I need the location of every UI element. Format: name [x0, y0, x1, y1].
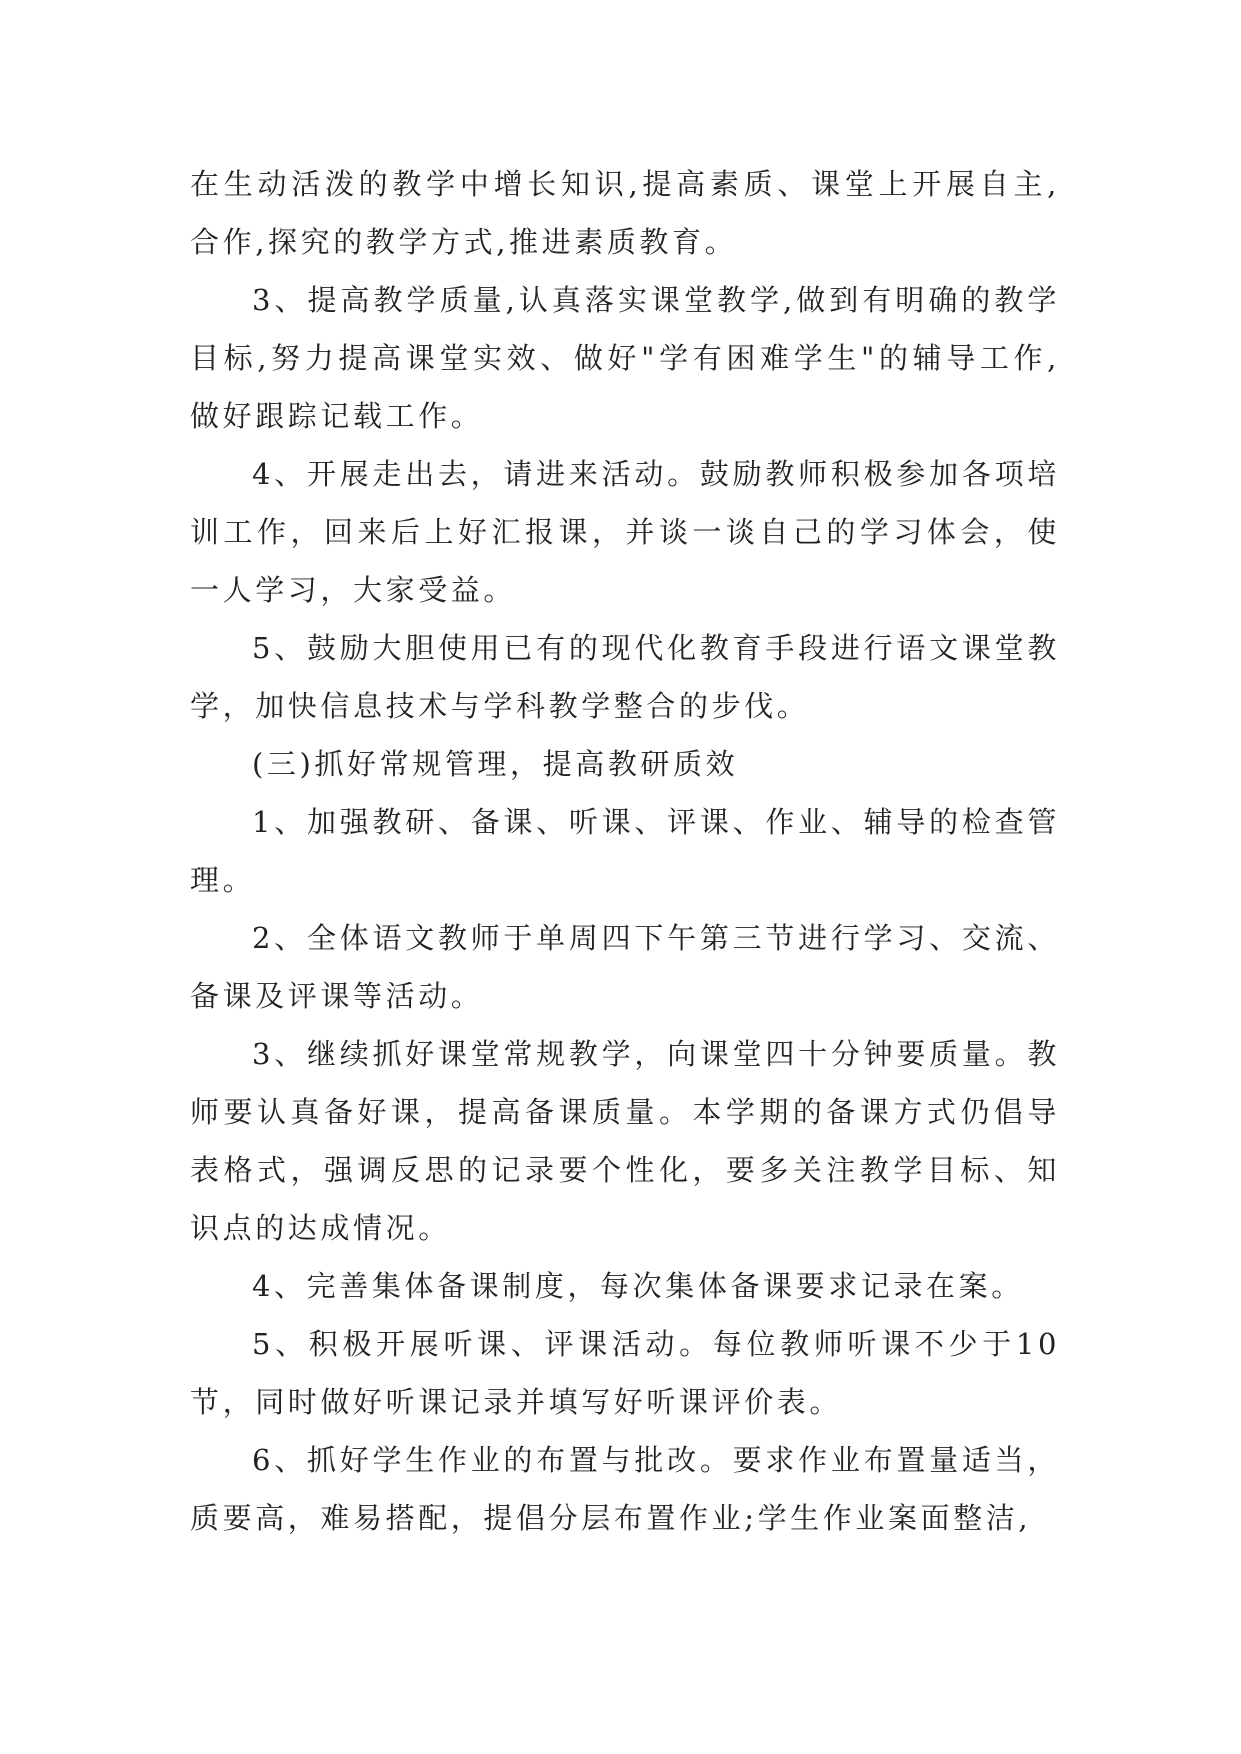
paragraph-item-3-quality: 3、提高教学质量,认真落实课堂教学,做到有明确的教学目标,努力提高课堂实效、做好"学有困难学生"的辅导工作,做好跟踪记载工作。 — [190, 283, 1060, 433]
paragraph-item-4-group-prep: 4、完善集体备课制度，每次集体备课要求记录在案。 — [252, 1269, 1024, 1303]
paragraph-item-1-inspection: 1、加强教研、备课、听课、评课、作业、辅导的检查管理。 — [190, 805, 1060, 897]
document-page — [190, 155, 1060, 1547]
paragraph-item-6-homework: 6、抓好学生作业的布置与批改。要求作业布置量适当，质要高，难易搭配，提倡分层布置作业;学生作业案面整洁, — [190, 1443, 1060, 1535]
paragraph-item-4-activities: 4、开展走出去，请进来活动。鼓励教师积极参加各项培训工作，回来后上好汇报课，并谈一谈自己的学习体会，使一人学习，大家受益。 — [190, 457, 1060, 607]
paragraph-item-5-technology: 5、鼓励大胆使用已有的现代化教育手段进行语文课堂教学，加快信息技术与学科教学整合的步伐。 — [190, 631, 1060, 723]
section-heading-routine-management: (三)抓好常规管理，提高教研质效 — [252, 747, 739, 781]
paragraph-item-2-meetings: 2、全体语文教师于单周四下午第三节进行学习、交流、备课及评课等活动。 — [190, 921, 1060, 1013]
paragraph-item-5-observation: 5、积极开展听课、评课活动。每位教师听课不少于10节，同时做好听课记录并填写好听课评价表。 — [190, 1327, 1060, 1419]
paragraph-continuation: 在生动活泼的教学中增长知识,提高素质、课堂上开展自主,合作,探究的教学方式,推进素质教育。 — [190, 167, 1060, 259]
paragraph-item-3-classroom: 3、继续抓好课堂常规教学，向课堂四十分钟要质量。教师要认真备好课，提高备课质量。本学期的备课方式仍倡导表格式，强调反思的记录要个性化，要多关注教学目标、知识点的达成情况。 — [190, 1037, 1060, 1245]
